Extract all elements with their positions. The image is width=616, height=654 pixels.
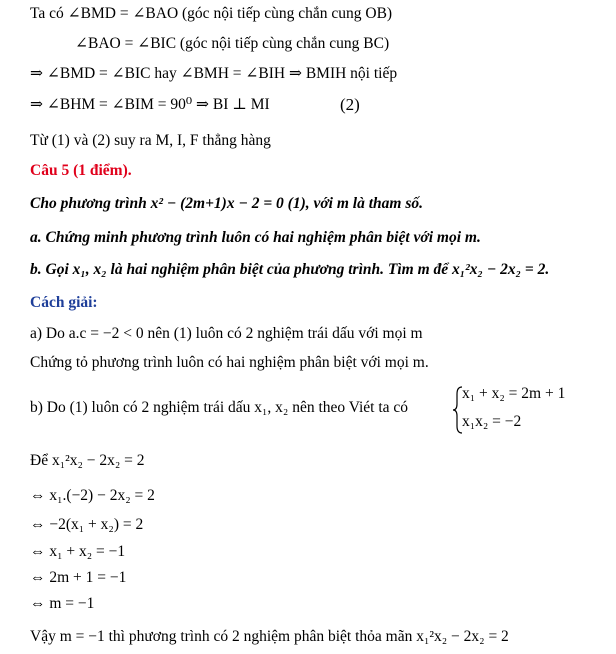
line-angle-bmd: Ta có ∠BMD = ∠BAO (góc nội tiếp cùng chắn cung OB) bbox=[30, 5, 393, 22]
solution-b-step5: ⇔ m = −1 bbox=[30, 595, 95, 612]
line-angle-bao: ∠BAO = ∠BIC (góc nội tiếp cùng chắn cung BC) bbox=[75, 35, 390, 52]
solution-b-step1: ⇔ x₁.(−2) − 2x₂ = 2 bbox=[30, 487, 155, 504]
line-bi-perp-mi: ⇒ ∠BHM = ∠BIM = 90⁰ ⇒ BI ⊥ MI bbox=[30, 96, 270, 113]
solution-b-step4: ⇔ 2m + 1 = −1 bbox=[30, 569, 127, 586]
equation-number-2: (2) bbox=[340, 95, 360, 114]
viet-product: x₁x₂ = −2 bbox=[462, 413, 522, 430]
question-5-heading: Câu 5 (1 điểm). bbox=[30, 162, 132, 179]
solution-heading: Cách giải: bbox=[30, 294, 98, 311]
viet-sum: x₁ + x₂ = 2m + 1 bbox=[462, 385, 566, 402]
line-bmih-cyclic: ⇒ ∠BMD = ∠BIC hay ∠BMH = ∠BIH ⇒ BMIH nội tiếp bbox=[30, 65, 398, 82]
solution-b-conclusion: Vậy m = −1 thì phương trình có 2 nghiệm phân biệt thỏa mãn x₁²x₂ − 2x₂ = 2 bbox=[30, 628, 509, 645]
solution-b-step2: ⇔ −2(x₁ + x₂) = 2 bbox=[30, 516, 144, 533]
solution-b-step3: ⇔ x₁ + x₂ = −1 bbox=[30, 543, 126, 560]
question-5-statement: Cho phương trình x² − (2m+1)x − 2 = 0 (1), với m là tham số. bbox=[30, 195, 423, 212]
question-5b: b. Gọi x₁, x₂ là hai nghiệm phân biệt của phương trình. Tìm m để x₁²x₂ − 2x₂ = 2. bbox=[30, 261, 550, 278]
solution-a-line1: a) Do a.c = −2 < 0 nên (1) luôn có 2 nghiệm trái dấu với mọi m bbox=[30, 325, 423, 342]
question-5a: a. Chứng minh phương trình luôn có hai nghiệm phân biệt với mọi m. bbox=[30, 229, 481, 246]
line-conclusion-mif: Từ (1) và (2) suy ra M, I, F thẳng hàng bbox=[30, 132, 271, 149]
solution-b-condition: Để x₁²x₂ − 2x₂ = 2 bbox=[30, 452, 145, 469]
solution-b-viet: b) Do (1) luôn có 2 nghiệm trái dấu x₁, x₂ nên theo Viét ta có bbox=[30, 399, 409, 416]
solution-a-line2: Chứng tỏ phương trình luôn có hai nghiệm phân biệt với mọi m. bbox=[30, 354, 429, 371]
